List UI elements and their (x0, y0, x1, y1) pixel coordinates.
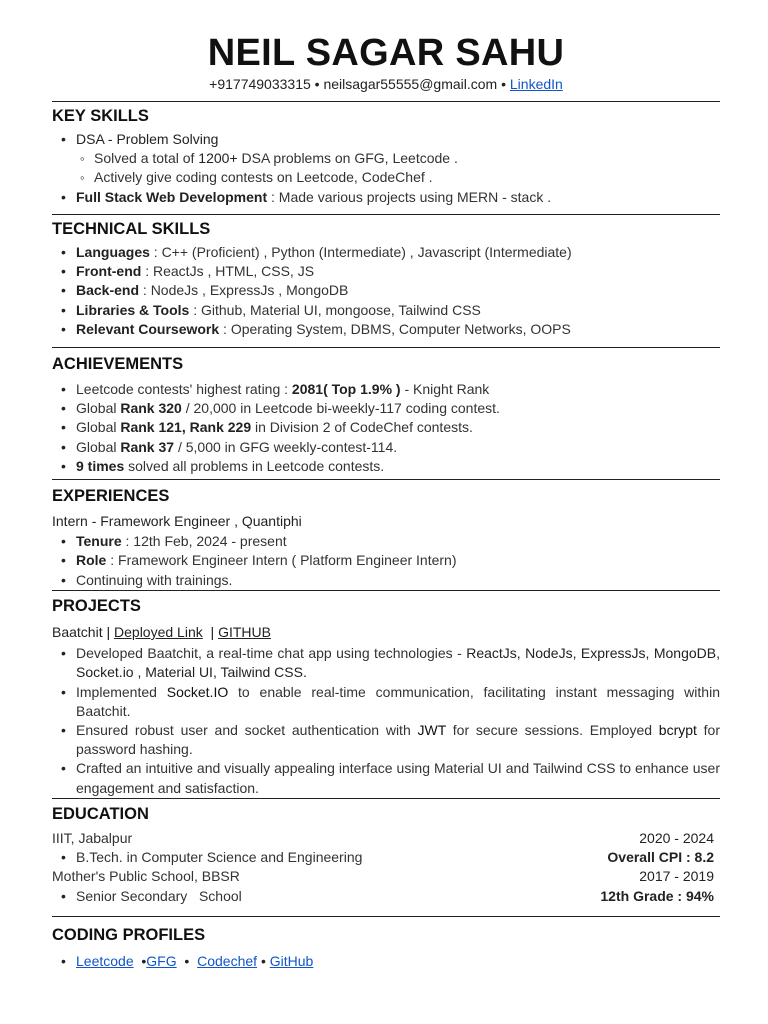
text: - Knight Rank (400, 381, 490, 397)
list-item: • Continuing with trainings. (52, 571, 720, 590)
divider (52, 798, 720, 799)
separator: • (314, 76, 320, 92)
school-name: IIIT, Jabalpur (52, 830, 133, 846)
divider (52, 479, 720, 480)
bold-text: 9 times (76, 457, 125, 474)
leetcode-link[interactable]: Leetcode (76, 953, 134, 969)
separator: | (210, 624, 215, 640)
text: Developed Baatchit, a real-time chat app using technologies - (76, 645, 467, 662)
education-row (52, 867, 720, 886)
skill-label: Full Stack Web Development (76, 188, 268, 205)
section-title: ACHIEVEMENTS (52, 355, 184, 373)
degree: B.Tech. in Computer Science and Engineering (76, 849, 363, 866)
text: : ReactJs , HTML, CSS, JS (141, 263, 315, 280)
text: solved all problems in Leetcode contests. (124, 457, 385, 474)
github-profile-link[interactable]: GitHub (269, 953, 314, 969)
skill-label: Languages (76, 244, 150, 260)
list-item (52, 848, 720, 867)
text: in Division 2 of CodeChef contests. (251, 419, 473, 436)
list-item (52, 320, 720, 339)
divider (52, 590, 720, 591)
skill-label: DSA - Problem Solving (76, 131, 219, 147)
section-title: PROJECTS (52, 597, 141, 615)
text: Solved a total of (94, 150, 199, 167)
coding-profiles-section (52, 925, 720, 971)
skill-label: Libraries & Tools (76, 301, 190, 318)
bold-text: Rank 320 (120, 400, 182, 417)
separator: • (260, 953, 266, 969)
list-item (52, 551, 720, 570)
phone: +917749033315 (209, 76, 311, 92)
linkedin-link[interactable]: LinkedIn (509, 76, 563, 92)
section-title: CODING PROFILES (52, 926, 206, 944)
achievements-section (52, 354, 720, 476)
years: 2017 - 2019 (639, 868, 714, 885)
divider (52, 214, 720, 215)
text: Leetcode contests' highest rating : (76, 381, 292, 397)
deployed-link[interactable]: Deployed Link (114, 624, 203, 640)
list-item: • Crafted an intuitive and visually appealing interface using Material UI and Tailwind CSS to enhance user engagement and satisfaction. (52, 759, 720, 797)
bold-text: Socket.IO (166, 683, 229, 700)
list-item (52, 418, 720, 437)
project-header (52, 623, 720, 642)
list-item: ◦ Actively give coding contests on Leetcode, CodeChef . (52, 168, 720, 187)
list-item (52, 149, 720, 168)
projects-section (52, 596, 720, 798)
section-title: EXPERIENCES (52, 487, 170, 505)
text: / 20,000 in Leetcode bi-weekly-117 coding contest. (181, 400, 500, 417)
list-item (52, 532, 720, 551)
list-item (52, 721, 720, 759)
bold-text: Rank 37 (120, 438, 175, 455)
separator: • (501, 76, 506, 92)
list-item (52, 683, 720, 721)
github-link[interactable]: GITHUB (218, 624, 271, 640)
text: : NodeJs , ExpressJs , MongoDB (139, 282, 349, 299)
text: for password hashing. (76, 722, 721, 758)
text: Global (76, 419, 121, 436)
list-item (52, 399, 720, 418)
bold-text: ReactJs, NodeJs, ExpressJs, MongoDB, Socket.io , Material UI, Tailwind CSS. (76, 645, 720, 681)
list-item (52, 644, 720, 682)
school-name: Mother's Public School, BBSR (52, 868, 240, 885)
section-title: TECHNICAL SKILLS (52, 220, 211, 238)
list-item (52, 380, 720, 399)
divider (52, 916, 720, 917)
project-name: Baatchit (52, 624, 103, 640)
bold-text: bcrypt (658, 722, 697, 739)
list-item (52, 887, 720, 906)
text: : Operating System, DBMS, Computer Networks, OOPS (219, 320, 571, 337)
experiences-section (52, 486, 720, 590)
grade: 12th Grade : 94% (600, 887, 714, 904)
years: 2020 - 2024 (639, 830, 714, 846)
bold-text: Role (76, 552, 107, 569)
education-row (52, 829, 720, 848)
bold-text: 2081( Top 1.9% ) (291, 381, 401, 397)
text: : Made various projects using MERN - stack . (267, 188, 552, 205)
job-title: Intern - Framework Engineer , Quantiphi (52, 513, 302, 529)
list-item (52, 130, 720, 149)
list-item (52, 457, 720, 476)
text: : Framework Engineer Intern ( Platform Engineer Intern) (106, 552, 457, 569)
divider (52, 101, 720, 102)
section-title: KEY SKILLS (52, 107, 149, 125)
bold-text: 1200+ (198, 150, 238, 167)
text: to enable real-time communication, facilitating instant messaging within Baatchit. (76, 683, 720, 719)
bold-text: JWT (417, 722, 447, 739)
text: / 5,000 in GFG weekly-contest-114. (174, 438, 398, 455)
list-item (52, 301, 720, 320)
gfg-link[interactable]: GFG (146, 953, 177, 969)
key-skills-section (52, 106, 720, 207)
education-section (52, 804, 720, 906)
skill-label: Back-end (76, 282, 140, 299)
text: for secure sessions. Employed (446, 722, 659, 739)
skill-label: Front-end (76, 263, 142, 280)
text: Implemented (76, 683, 167, 700)
text: : 12th Feb, 2024 - present (121, 533, 287, 550)
bold-text: Tenure (76, 533, 122, 550)
skill-label: Relevant Coursework (76, 320, 220, 337)
text: Global (76, 438, 121, 455)
separator: • (141, 953, 147, 969)
contact-line (52, 75, 720, 93)
text: Global (76, 400, 121, 417)
codechef-link[interactable]: Codechef (197, 953, 258, 969)
list-item (52, 243, 720, 262)
text: Ensured robust user and socket authentication with (76, 722, 418, 739)
text: : C++ (Proficient) , Python (Intermediate) , Javascript (Intermediate) (149, 244, 572, 260)
candidate-name: NEIL SAGAR SAHU (207, 32, 565, 74)
list-item (52, 438, 720, 457)
email: neilsagar55555@gmail.com (323, 76, 498, 92)
separator: | (106, 624, 111, 640)
separator: • (184, 953, 190, 969)
divider (52, 347, 720, 348)
list-item (52, 262, 720, 281)
text: : Github, Material UI, mongoose, Tailwind CSS (189, 301, 481, 318)
degree: Senior Secondary School (76, 887, 242, 904)
technical-skills-section (52, 219, 720, 339)
list-item (52, 952, 720, 971)
list-item (52, 188, 720, 207)
grade: Overall CPI : 8.2 (607, 849, 714, 866)
text: DSA problems on GFG, Leetcode . (237, 150, 458, 167)
section-title: EDUCATION (52, 805, 149, 823)
list-item (52, 281, 720, 300)
bold-text: Rank 121, Rank 229 (120, 419, 252, 436)
